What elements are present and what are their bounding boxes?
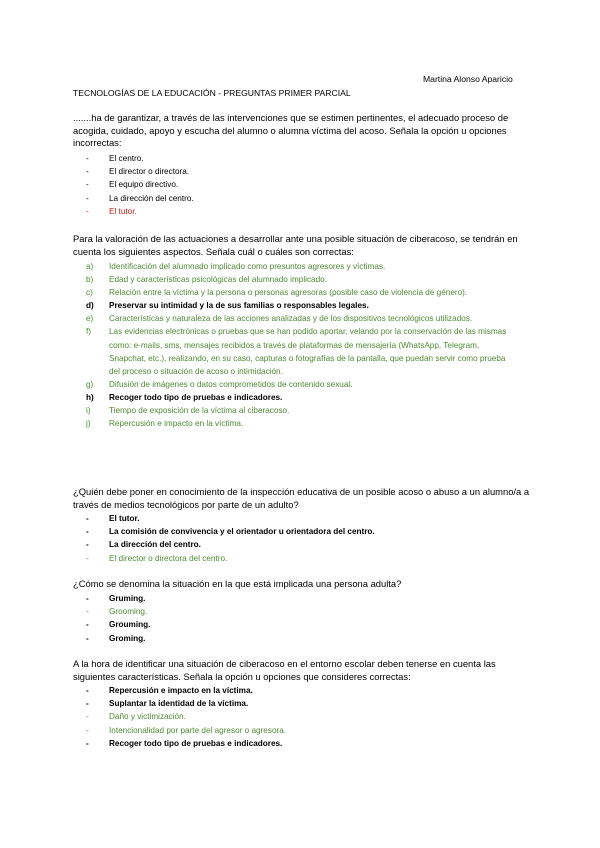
question-1-text: .......ha de garantizar, a través de las intervenciones que se estimen pertinentes, el adecuado proceso de acogida, cuidado, apoyo y escucha del alumno o alumna víctima del acoso. Señala la opción u opciones incorrectas: (73, 112, 509, 149)
option-marker: - (86, 540, 89, 550)
answer-option (86, 312, 516, 325)
answer-option (86, 152, 516, 165)
document-title: TECNOLOGÍAS DE LA EDUCACIÓN - PREGUNTAS PRIMER PARCIAL (73, 88, 351, 98)
option-marker: f) (86, 327, 92, 337)
question-3-options (86, 512, 516, 565)
option-text: Edad y características psicológicas del alumnado implicado. (109, 275, 327, 285)
option-marker: - (86, 514, 89, 523)
question-5-text: A la hora de identificar una situación de ciberacoso en el entorno escolar deben tenerse en cuenta las siguientes características. Señala la opción u opciones que consideres correctas: (73, 658, 496, 682)
answer-option (86, 417, 516, 430)
option-text: Recoger todo tipo de pruebas e indicadores. (109, 392, 283, 402)
option-marker: - (86, 206, 89, 216)
option-text: El tutor. (109, 514, 140, 523)
answer-option (86, 697, 516, 710)
option-text: El director o directora. (109, 167, 190, 177)
answer-option (86, 299, 516, 312)
option-text: El centro. (109, 154, 144, 163)
option-text: Intencionalidad por parte del agresor o agresora. (109, 725, 287, 735)
option-text: Difusión de imágenes o datos comprometidos de contenido sexual. (109, 379, 353, 389)
question-4-text: ¿Cómo se denomina la situación en la que está implicada una persona adulta? (73, 578, 402, 589)
option-marker: - (86, 725, 89, 735)
option-marker: h) (86, 392, 94, 402)
option-text: El director o directora del centro. (109, 553, 228, 563)
answer-option (86, 378, 516, 391)
option-text: Grouming. (109, 620, 151, 630)
answer-option (86, 525, 516, 538)
answer-option (86, 552, 516, 565)
option-text: Relación entre la víctima y la persona o personas agresoras (posible caso de violencia de género). (109, 288, 468, 298)
option-marker: - (86, 167, 89, 177)
answer-option (86, 592, 516, 605)
option-marker: - (86, 699, 89, 709)
option-marker: - (86, 527, 89, 537)
question-2-options (86, 260, 516, 430)
option-marker: - (86, 686, 89, 695)
question-4-options (86, 592, 516, 645)
option-text: Tiempo de exposición de la víctima al ciberacoso. (109, 406, 290, 416)
answer-option (86, 205, 516, 218)
answer-option (86, 404, 516, 417)
option-text: Características y naturaleza de las acciones analizadas y de los dispositivos tecnológicos utilizados. (109, 314, 473, 324)
answer-option (86, 325, 516, 377)
option-text: Gruming. (109, 594, 146, 603)
question-1-options (86, 152, 516, 218)
option-text: Recoger todo tipo de pruebas e indicadores. (109, 738, 283, 748)
answer-option (86, 737, 516, 750)
author-name: Martina Alonso Aparicio (423, 74, 513, 84)
option-marker: j) (86, 419, 91, 429)
option-marker: a) (86, 262, 94, 271)
option-text: Repercusión e impacto en la víctima. (109, 419, 244, 429)
answer-option (86, 273, 516, 286)
option-marker: d) (86, 301, 94, 311)
answer-option (86, 710, 516, 723)
option-text: Grooming. (109, 607, 148, 617)
answer-option (86, 178, 516, 191)
option-marker: - (86, 620, 89, 630)
option-text: Daño y victimización. (109, 712, 186, 722)
option-text: Suplantar la identidad de la víctima. (109, 699, 249, 709)
answer-option (86, 684, 516, 697)
option-marker: - (86, 712, 89, 722)
question-2-text: Para la valoración de las actuaciones a desarrollar ante una posible situación de ciberacoso, se tendrán en cuenta los siguientes aspectos. Señala cuál o cuáles son correctas: (73, 233, 518, 257)
option-marker: - (86, 193, 89, 203)
option-text: Repercusión e impacto en la víctima. (109, 686, 253, 695)
answer-option (86, 538, 516, 551)
option-text: El equipo directivo. (109, 180, 179, 190)
answer-option (86, 165, 516, 178)
option-text: La comisión de convivencia y el orientador u orientadora del centro. (109, 527, 375, 537)
option-text: El tutor. (109, 206, 137, 216)
option-text: Identificación del alumnado implicado como presuntos agresores y víctimas. (109, 262, 386, 271)
option-marker: e) (86, 314, 94, 324)
option-marker: g) (86, 379, 94, 389)
answer-option (86, 260, 516, 273)
option-text: Las evidencias electrónicas o pruebas que se han podido aportar, velando por la conservación de las mismas como: e-mails, sms, mensajes recibidos a través de plataformas de mensajería (WhatsApp, Telegram, Snapchat, etc.), realizando, en su caso, capturas o fotografías de la pantalla, que puedan servir como prueba del proceso o situación de acoso o intimidación. (109, 327, 507, 376)
option-marker: - (86, 154, 89, 163)
answer-option (86, 618, 516, 631)
option-marker: - (86, 594, 89, 603)
answer-option (86, 724, 516, 737)
option-text: La dirección del centro. (109, 540, 201, 550)
question-5-options (86, 684, 516, 750)
option-marker: - (86, 633, 89, 643)
answer-option (86, 512, 516, 525)
option-marker: i) (86, 406, 91, 416)
option-text: Groming. (109, 633, 146, 643)
option-marker: b) (86, 275, 94, 285)
option-marker: c) (86, 288, 93, 298)
question-3-text: ¿Quién debe poner en conocimiento de la inspección educativa de un posible acoso o abuso a un alumno/a a través de medios tecnológicos por parte de un adulto? (73, 486, 530, 510)
answer-option (86, 192, 516, 205)
option-marker: - (86, 180, 89, 190)
answer-option (86, 605, 516, 618)
option-text: Preservar su intimidad y la de sus familias o responsables legales. (109, 301, 369, 311)
option-marker: - (86, 553, 89, 563)
answer-option (86, 286, 516, 299)
answer-option (86, 391, 516, 404)
option-marker: - (86, 738, 89, 748)
answer-option (86, 632, 516, 645)
option-text: La dirección del centro. (109, 193, 194, 203)
option-marker: - (86, 607, 89, 617)
